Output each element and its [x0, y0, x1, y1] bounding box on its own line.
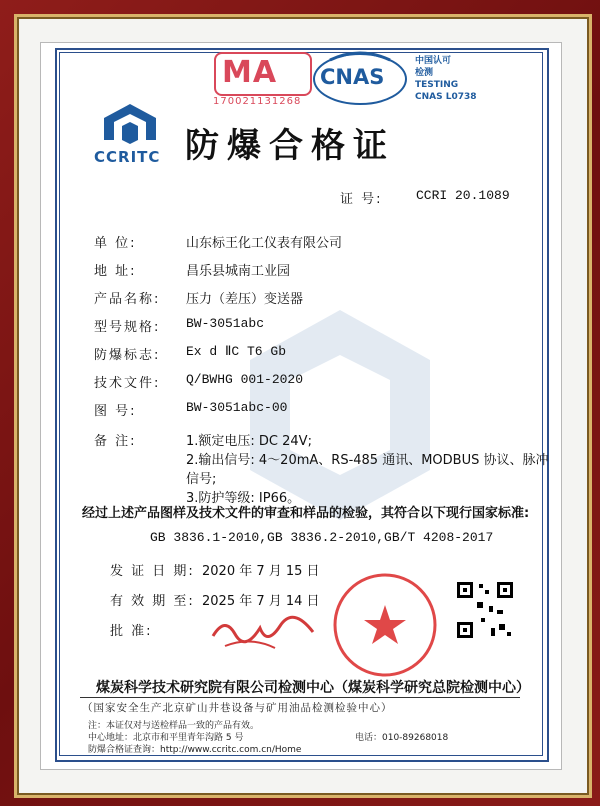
- signature-icon: [205, 606, 320, 658]
- footer-sub: （国家安全生产北京矿山井巷设备与矿用油品检测检验中心）: [82, 702, 393, 714]
- field-label: 技术文件:: [94, 376, 161, 391]
- field-label: 地 址:: [94, 264, 137, 279]
- cma-number: 170021131268: [213, 96, 302, 107]
- statement: 经过上述产品图样及技术文件的审查和样品的检验，其符合以下现行国家标准:: [82, 506, 530, 521]
- footer-divider: [80, 697, 520, 698]
- footer-address: 中心地址：北京市和平里青年沟路 5 号: [88, 733, 244, 743]
- cnas-text: CNAS: [320, 65, 385, 89]
- logo-text: CCRITC: [94, 148, 161, 166]
- standards: GB 3836.1-2010,GB 3836.2-2010,GB/T 4208-2017: [150, 530, 494, 545]
- footer-organization: 煤炭科学技术研究院有限公司检测中心（煤炭科学研究总院检测中心）: [96, 680, 530, 696]
- approval-label: 批 准:: [110, 624, 153, 639]
- footer-note: 注：本证仅对与送检样品一致的产品有效。: [88, 721, 260, 731]
- field-label: 图 号:: [94, 404, 137, 419]
- footer-phone: 电话：010-89268018: [355, 733, 449, 743]
- field-label: 防爆标志:: [94, 348, 161, 363]
- ccritc-logo-icon: [100, 102, 160, 146]
- official-seal-icon: [330, 570, 440, 680]
- field-label: 产品名称:: [94, 292, 161, 307]
- testing-line: 中国认可: [415, 56, 452, 66]
- field-value: 压力（差压）变送器: [186, 292, 304, 307]
- certificate-title: 防爆合格证: [185, 126, 395, 166]
- notes-line: 2.输出信号: 4～20mA、RS-485 通讯、MODBUS 协议、脉冲: [186, 453, 549, 468]
- notes-line: 3.防护等级: IP66。: [186, 491, 301, 506]
- testing-label: [415, 55, 477, 103]
- field-value: BW-3051abc: [186, 316, 265, 331]
- field-value: Ex d ⅡC T6 Gb: [186, 344, 287, 359]
- testing-line: 检测: [415, 68, 434, 78]
- cert-number-label: 证 号:: [340, 192, 383, 207]
- notes-label: 备 注:: [94, 434, 137, 449]
- cma-text: MA: [222, 55, 278, 90]
- issue-date: 2020 年 7 月 15 日: [202, 564, 320, 579]
- expiry-date-label: 有 效 期 至:: [110, 594, 195, 609]
- notes-line: 1.额定电压: DC 24V;: [186, 434, 312, 449]
- expiry-date: 2025 年 7 月 14 日: [202, 594, 320, 609]
- field-value: Q/BWHG 001-2020: [186, 372, 304, 387]
- cert-number: CCRI 20.1089: [416, 188, 510, 203]
- testing-line: TESTING: [415, 80, 459, 90]
- field-value: 山东标王化工仪表有限公司: [186, 236, 343, 251]
- footer-query-url: 防爆合格证查询：http://www.ccritc.com.cn/Home: [88, 745, 302, 755]
- issue-date-label: 发 证 日 期:: [110, 564, 195, 579]
- field-label: 单 位:: [94, 236, 137, 251]
- field-value: 昌乐县城南工业园: [186, 264, 291, 279]
- qr-code-icon: [455, 580, 515, 640]
- notes-line: 信号;: [186, 472, 217, 487]
- testing-line: CNAS L0738: [415, 92, 477, 102]
- field-value: BW-3051abc-00: [186, 400, 288, 415]
- field-label: 型号规格:: [94, 320, 161, 335]
